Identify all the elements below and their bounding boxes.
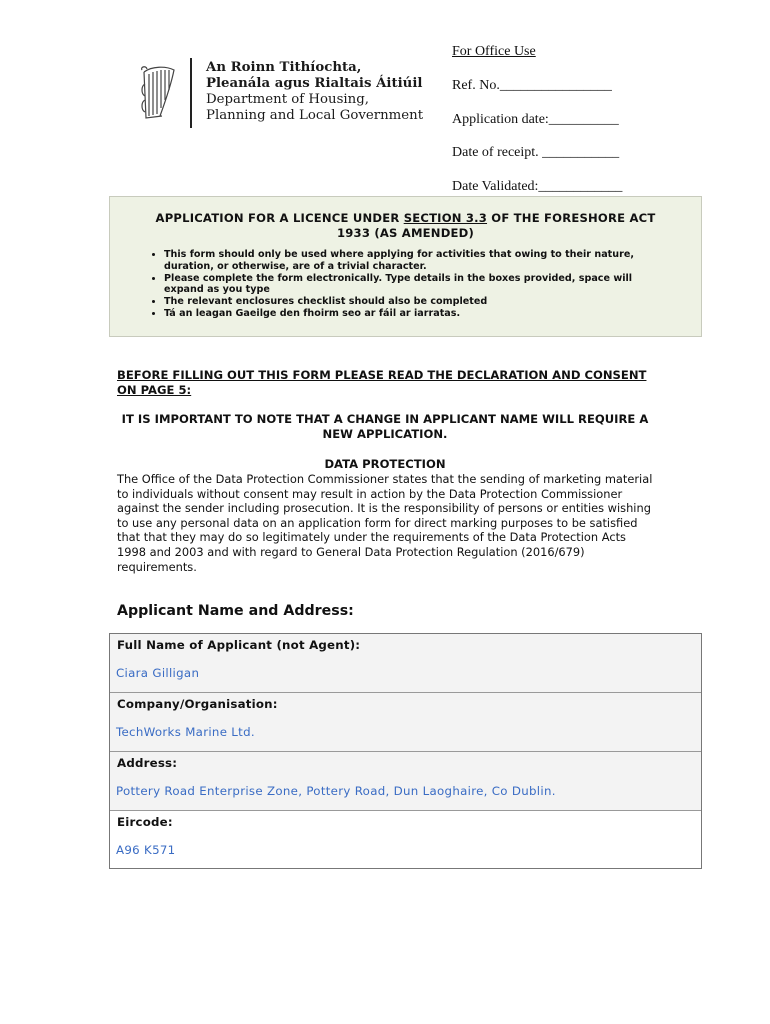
eircode-cell [110, 811, 701, 868]
department-name-irish-1: An Roinn Tithíochta, [206, 60, 362, 75]
data-protection-title: DATA PROTECTION [324, 457, 446, 471]
notice-box [109, 196, 702, 337]
department-name-english-2: Planning and Local Government [206, 108, 424, 123]
department-name [206, 60, 423, 124]
notice-title [110, 211, 701, 241]
notice-bullet: • This form should only be used where applying for activities that owing to their nature, duration, or otherwise, are of a trivial character. [164, 249, 674, 272]
notice-bullet: • The relevant enclosures checklist should also be completed [164, 296, 674, 308]
date-of-receipt-field: Date of receipt. ___________ [452, 145, 620, 160]
notice-title-pre: APPLICATION FOR A LICENCE UNDER [155, 211, 404, 225]
logo-divider [190, 58, 192, 128]
notice-title-line2: 1933 (AS AMENDED) [337, 226, 474, 240]
address-label: Address: [117, 756, 178, 770]
applicant-section-heading: Applicant Name and Address: [117, 603, 354, 619]
department-logo [138, 58, 428, 130]
department-name-irish-2: Pleanála agus Rialtais Áitiúil [206, 76, 423, 91]
applicant-name-label: Full Name of Applicant (not Agent): [117, 638, 361, 652]
declaration-warning: BEFORE FILLING OUT THIS FORM PLEASE READ THE DECLARATION AND CONSENT ON PAGE 5: [117, 368, 647, 397]
eircode-label: Eircode: [117, 815, 173, 829]
data-protection-body: The Office of the Data Protection Commissioner states that the sending of marketing material to individuals without consent may result in action by the Data Protection Commissioner against the sender including prosecution. It is the responsibility of persons or entities wishing to use any personal data on an application form for direct marking purposes to be satisfied that that they may do so legitimately under the requirements of the Data Protection Acts 1998 and 2003 and with regard to General Data Protection Regulation (2016/679) requirements. [117, 472, 653, 574]
company-field[interactable]: TechWorks Marine Ltd. [116, 725, 255, 739]
department-name-english-1: Department of Housing, [206, 92, 369, 107]
address-cell [110, 752, 701, 811]
office-use-title: For Office Use [452, 44, 536, 59]
notice-bullets [140, 249, 674, 320]
eircode-field[interactable]: A96 K571 [116, 843, 176, 857]
ref-no-field: Ref. No.________________ [452, 78, 612, 93]
date-validated-field: Date Validated:____________ [452, 179, 623, 194]
notice-title-post: OF THE FORESHORE ACT [487, 211, 656, 225]
applicant-name-field[interactable]: Ciara Gilligan [116, 666, 200, 680]
notice-bullet: • Tá an leagan Gaeilge den fhoirm seo ar fáil ar iarratas. [164, 308, 674, 320]
harp-icon [138, 64, 178, 122]
applicant-name-cell [110, 634, 701, 693]
notice-bullet: • Please complete the form electronically. Type details in the boxes provided, space will expand as you type [164, 273, 674, 296]
application-date-field: Application date:__________ [452, 112, 619, 127]
company-label: Company/Organisation: [117, 697, 278, 711]
name-change-warning: IT IS IMPORTANT TO NOTE THAT A CHANGE IN APPLICANT NAME WILL REQUIRE A NEW APPLICATION. [121, 412, 649, 441]
applicant-table [109, 633, 702, 869]
address-field[interactable]: Pottery Road Enterprise Zone, Pottery Road, Dun Laoghaire, Co Dublin. [116, 784, 556, 798]
notice-title-section: SECTION 3.3 [403, 211, 488, 225]
company-cell [110, 693, 701, 752]
